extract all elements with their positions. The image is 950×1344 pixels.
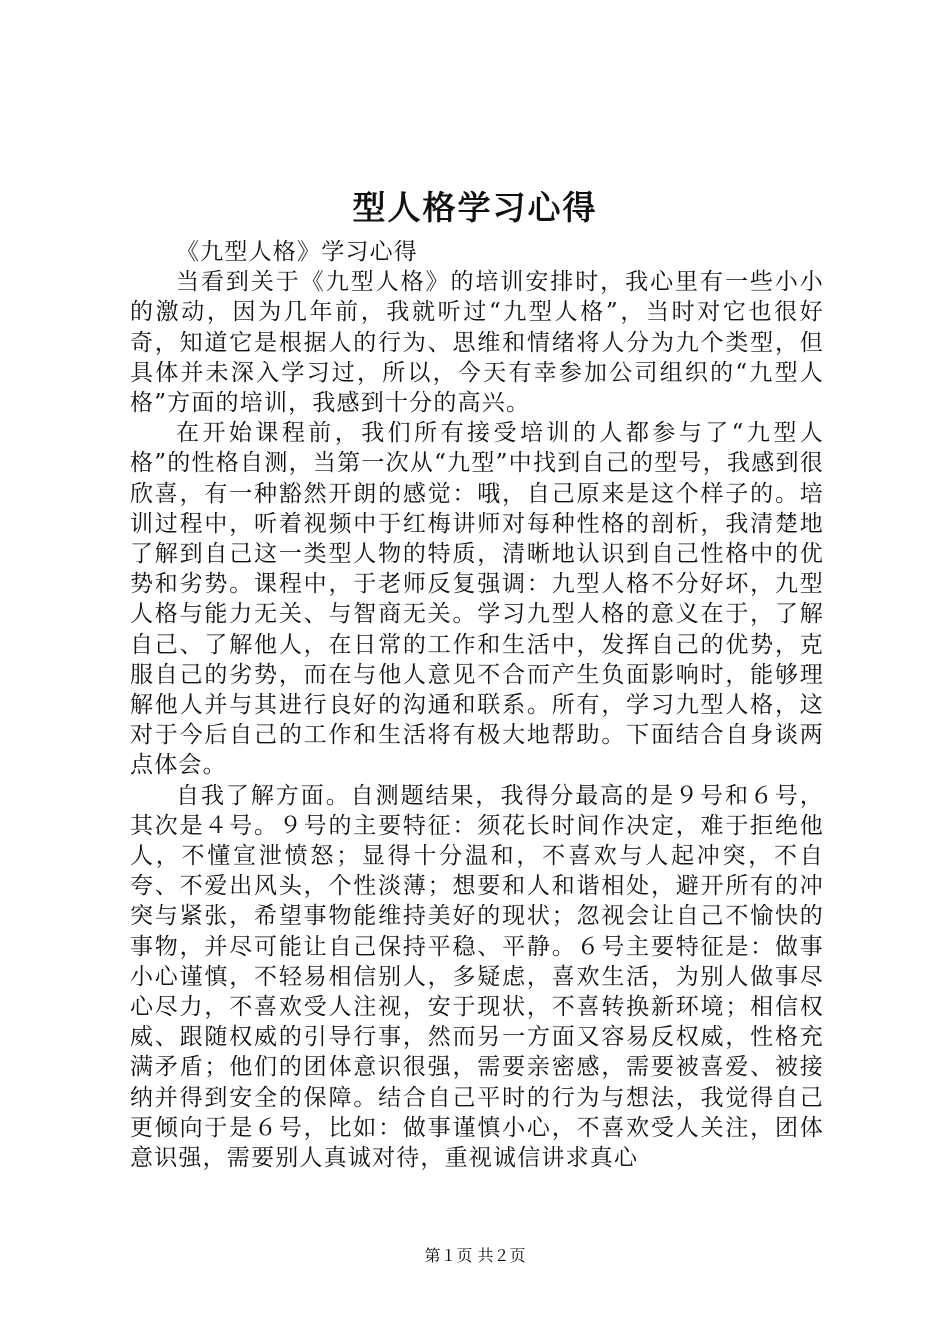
document-body xyxy=(130,237,824,1173)
document-title: 型人格学习心得 xyxy=(352,188,598,227)
page-footer: 第１页 共２页 xyxy=(424,1246,526,1265)
paragraph-1: 当看到关于《九型人格》的培训安排时，我心里有一些小小的激动，因为几年前，我就听过“九型人格”，当时对它也很好奇，知道它是根据人的行为、思维和情绪将人分为九个类型，但具体并未深入学习过，所以，今天有幸参加公司组织的“九型人格”方面的培训，我感到十分的高兴。 xyxy=(130,269,824,417)
paragraph-subtitle: 《九型人格》学习心得 xyxy=(176,239,418,265)
paragraph-3: 自我了解方面。自测题结果，我得分最高的是９号和６号，其次是４号。９号的主要特征：须花长时间作决定，难于拒绝他人，不懂宣泄愤怒；显得十分温和，不喜欢与人起冲突，不自夸、不爱出风头，个性淡薄；想要和人和谐相处，避开所有的冲突与紧张，希望事物能维持美好的现状；忽视会让自己不愉快的事物，并尽可能让自己保持平稳、平静。６号主要特征是：做事小心谨慎，不轻易相信别人，多疑虑，喜欢生活，为别人做事尽心尽力，不喜欢受人注视，安于现状，不喜转换新环境；相信权威、跟随权威的引导行事，然而另一方面又容易反权威，性格充满矛盾；他们的团体意识很强，需要亲密感，需要被喜爱、被接纳并得到安全的保障。结合自己平时的行为与想法，我觉得自己更倾向于是６号，比如：做事谨慎小心，不喜欢受人关注，团体意识强，需要别人真诚对待，重视诚信讲求真心 xyxy=(130,782,824,1172)
paragraph-2: 在开始课程前，我们所有接受培训的人都参与了“九型人格”的性格自测，当第一次从“九型”中找到自己的型号，我感到很欣喜，有一种豁然开朗的感觉：哦，自己原来是这个样子的。培训过程中，听着视频中于红梅讲师对每种性格的剖析，我清楚地了解到自己这一类型人物的特质，清晰地认识到自己性格中的优势和劣势。课程中，于老师反复强调：九型人格不分好坏，九型人格与能力无关、与智商无关。学习九型人格的意义在于，了解自己、了解他人，在日常的工作和生活中，发挥自己的优势，克服自己的劣势，而在与他人意见不合而产生负面影响时，能够理解他人并与其进行良好的沟通和联系。所有，学习九型人格，这对于今后自己的工作和生活将有极大地帮助。下面结合自身谈两点体会。 xyxy=(130,420,824,779)
